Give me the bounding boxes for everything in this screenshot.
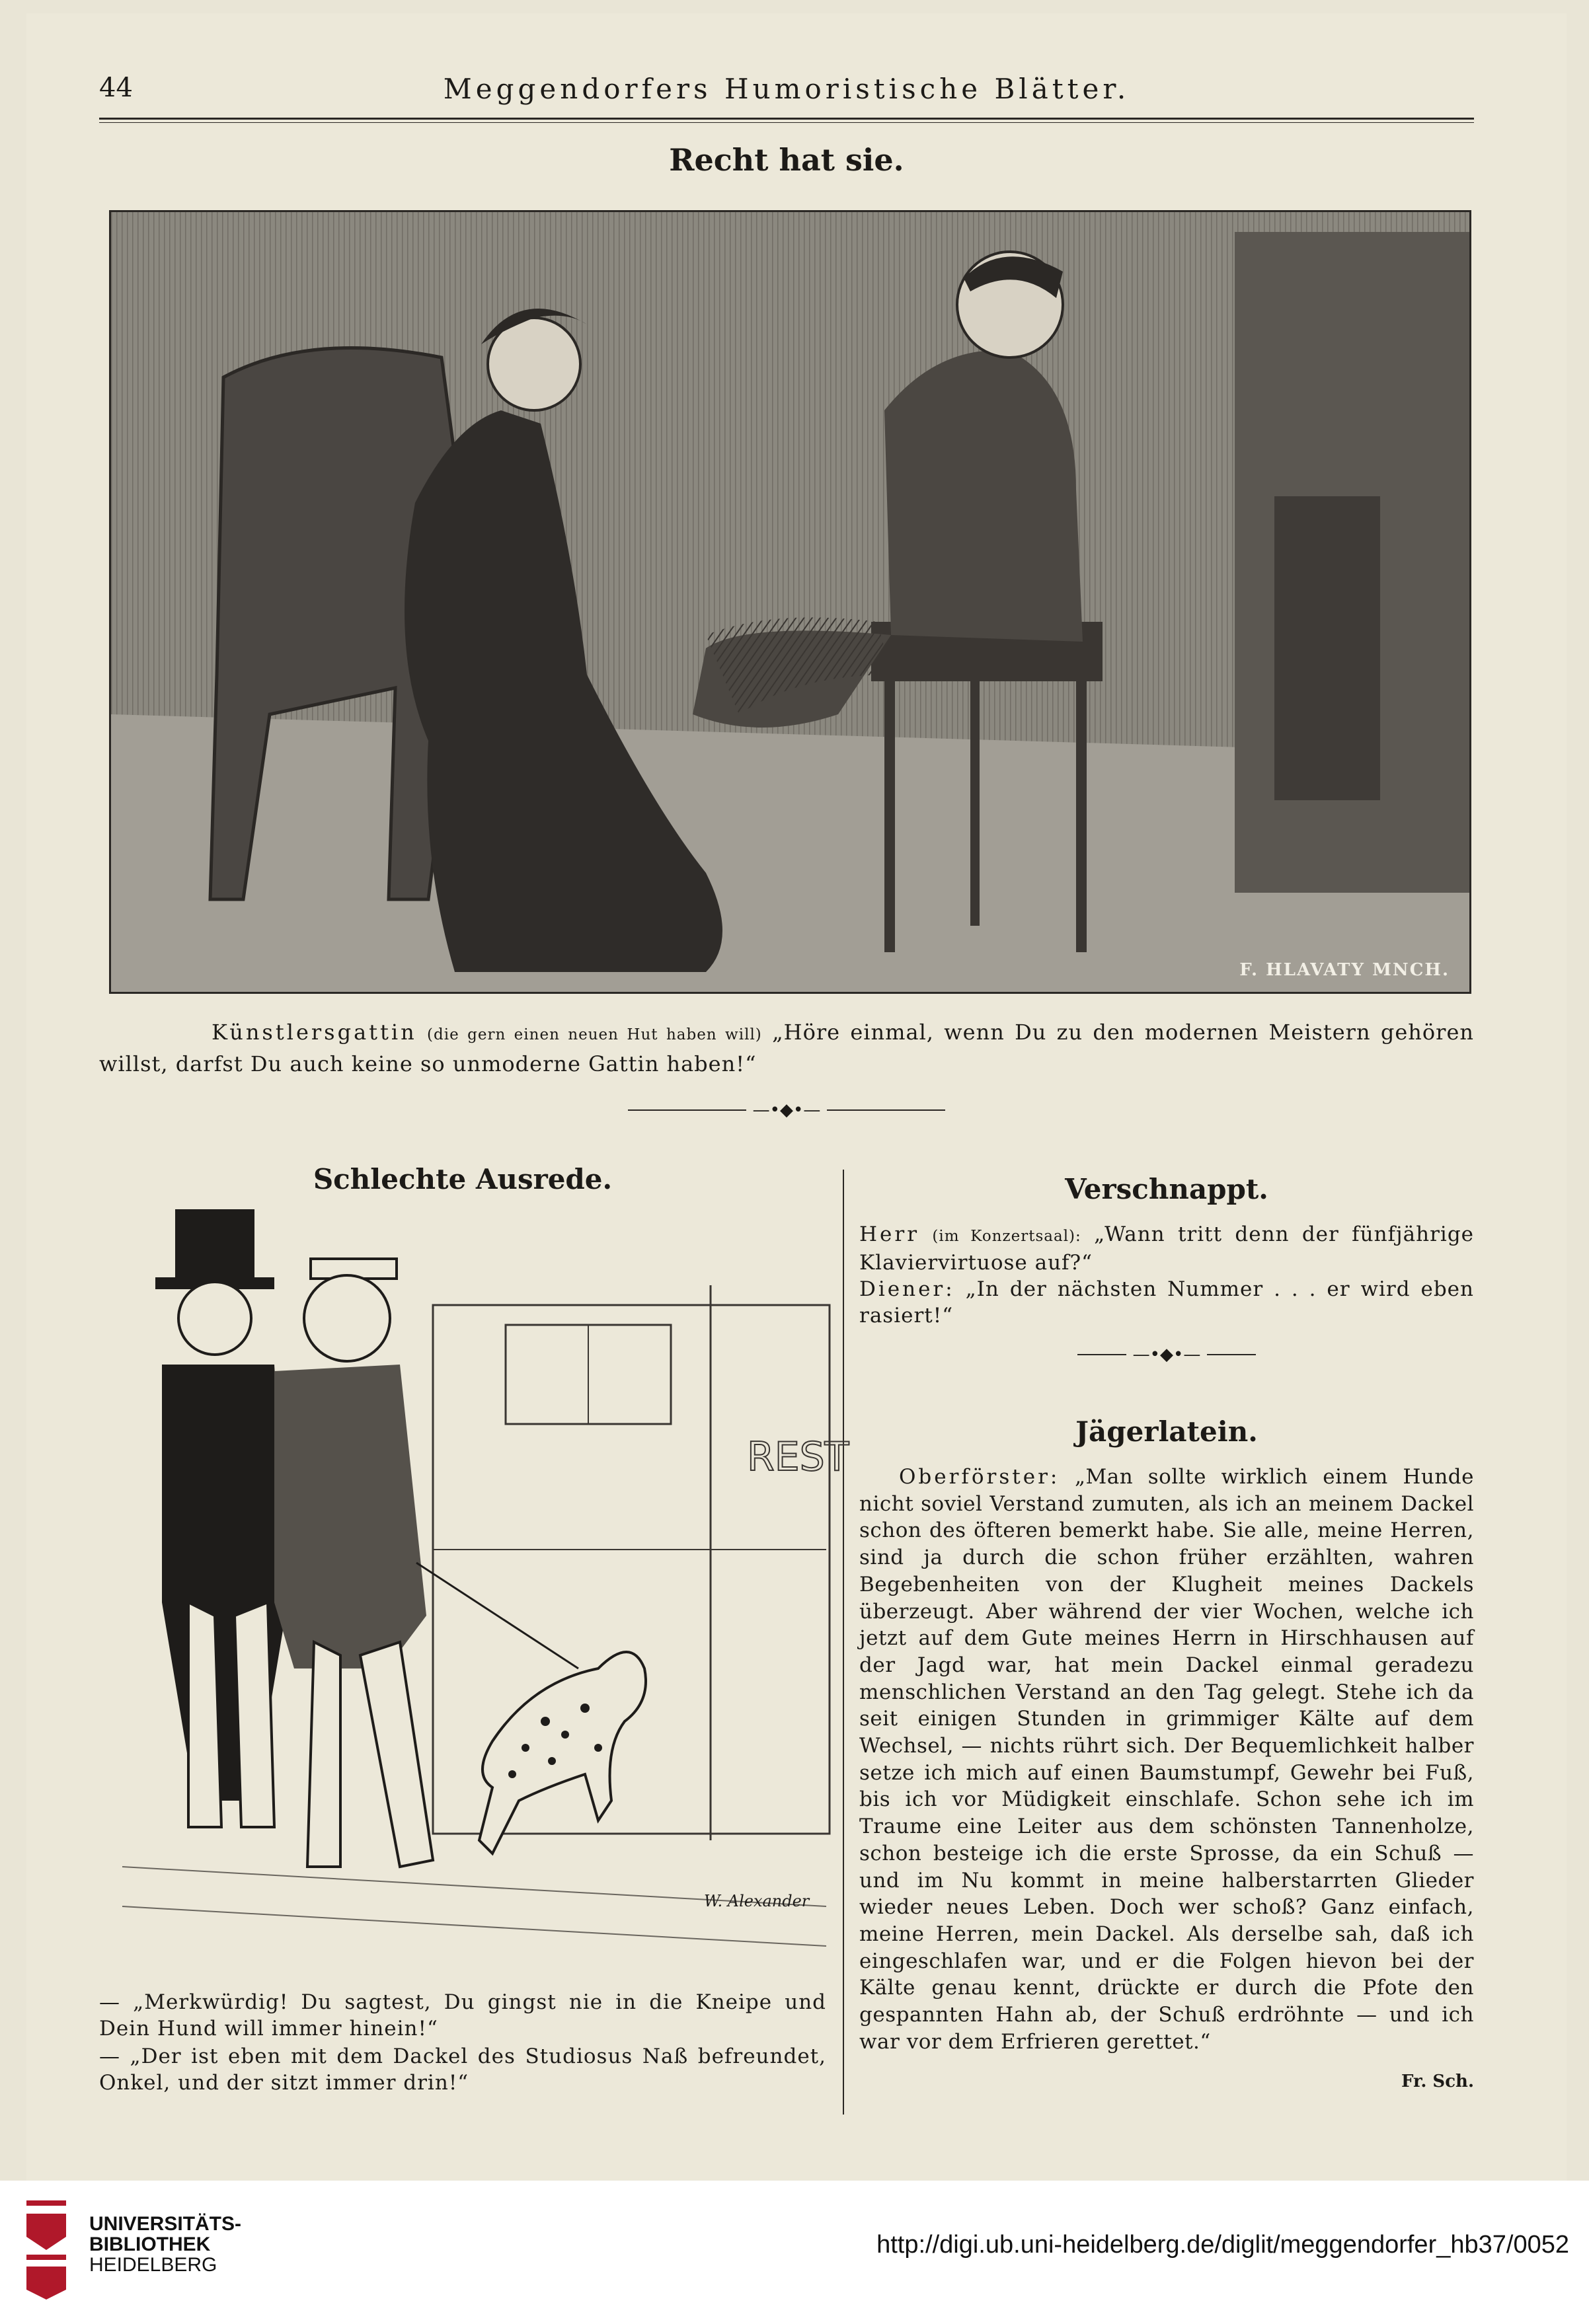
caption-speaker: Künstlersgattin (212, 1020, 417, 1045)
dialogue-line-1: — „Merkwürdig! Du sagtest, Du gingst nie in die Kneipe und Dein Hund will immer hinein!“ (99, 1990, 826, 2041)
illustration-artist-couple (109, 210, 1471, 994)
couple-drawing (111, 212, 1469, 992)
university-library-logo-icon (20, 2200, 73, 2300)
article-title-jaegerlatein: Jägerlatein. (1075, 1415, 1258, 1448)
library-name (89, 2214, 241, 2275)
dialogue-diener (859, 1276, 1474, 1329)
source-url-link[interactable]: http://digi.ub.uni-heidelberg.de/diglit/meggendorfer_hb37/0052 (876, 2231, 1569, 2259)
rest-sign: REST (747, 1434, 849, 1480)
library-name-line-1: UNIVERSITÄTS- (89, 2213, 242, 2235)
running-head: Meggendorfers Humoristische Blätter. (443, 73, 1130, 105)
article-text-verschnappt (859, 1221, 1474, 1329)
column-divider (843, 1170, 844, 2115)
stage-direction-konzertsaal: (im Konzertsaal): (932, 1228, 1081, 1245)
speaker-diener: Diener: (859, 1277, 955, 1301)
artist-signature-dog: W. Alexander (704, 1892, 810, 1910)
digitization-footer (0, 2181, 1589, 2324)
illustration-gentlemen-with-dog (122, 1206, 849, 1986)
ornament-divider-1 (628, 1097, 945, 1123)
artist-signature-hlavaty: F. HLAVATY MNCH. (1239, 960, 1450, 980)
speaker-oberfoerster: Oberförster: (899, 1465, 1060, 1489)
article-title-verschnappt: Verschnappt. (1065, 1173, 1268, 1205)
article-text-jaegerlatein (859, 1464, 1474, 2055)
header-rule-thin (99, 122, 1474, 123)
caption-stage-direction: (die gern einen neuen Hut haben will) (427, 1026, 762, 1043)
illustration-caption-schlechte-ausrede (99, 1989, 826, 2097)
dialogue-herr (859, 1221, 1474, 1276)
library-name-line-2: BIBLIOTHEK (89, 2233, 211, 2255)
ornament-glyph: —•◆•— (752, 1100, 821, 1120)
author-signature: Fr. Sch. (1401, 2072, 1474, 2091)
speech-diener: „In der nächsten Nummer . . . er wird eben rasiert!“ (859, 1277, 1474, 1328)
dialogue-line-2: — „Der ist eben mit dem Dackel des Studiosus Naß befreundet, Onkel, und der sitzt immer drin!“ (99, 2044, 826, 2095)
ornament-divider-2 (1077, 1341, 1256, 1368)
page-number: 44 (99, 73, 133, 103)
story-text: „Man sollte wirklich einem Hunde nicht soviel Verstand zumuten, als ich an meinem Dackel schon des öfteren bemerkt habe. Sie alle, meine Herren, sind ja durch die schon früher erzählten, wahren Begebenheiten von der Klugheit meines Dackels überzeugt. Aber während der vier Wochen, welche ich jetzt auf dem Gute meines Herrn in Hirschhausen auf der Jagd war, hat mein Dackel einmal geradezu menschlichen Verstand an den Tag gelegt. Stehe ich da seit einigen Stunden in grimmiger Kälte auf dem Wechsel, — nichts rührt sich. Der Bequemlichkeit halber setze ich mich auf einen Baumstumpf, Gewehr bei Fuß, bis ich vor Müdigkeit einschlafe. Schon sehe ich im Traume eine Leiter aus dem schönsten Tannenholze, schon besteige ich die erste Sprosse, da ein Schuß — und im Nu kommt in meine halberstarrten Glieder wieder neues Leben. Doch wer schoß? Ganz einfach, meine Herren, mein Dackel. Als derselbe sah, daß ich eingeschlafen war, und er die Folgen hievon bei der Kälte genau kennt, drückte er durch die Pfote den gespannten Hahn ab, der Schuß erdröhnte — und ich war vor dem Erfrieren gerettet.“ (859, 1465, 1475, 2054)
ornament-glyph: —•◆•— (1132, 1345, 1201, 1365)
gentlemen-dog-drawing (122, 1206, 849, 1986)
caption-speech: „Höre einmal, wenn Du zu den modernen Meistern gehören willst, darfst Du auch keine so unmoderne Gattin haben!“ (99, 1020, 1475, 1076)
article-title-recht-hat-sie: Recht hat sie. (669, 142, 904, 178)
page-header (99, 73, 1474, 112)
speaker-herr: Herr (859, 1222, 920, 1246)
illustration-caption-recht (99, 1018, 1474, 1078)
library-name-line-3: HEIDELBERG (89, 2254, 217, 2276)
header-rule (99, 118, 1474, 120)
article-title-schlechte-ausrede: Schlechte Ausrede. (313, 1163, 613, 1195)
speech-herr: „Wann tritt denn der fünfjährige Klaviervirtuose auf?“ (859, 1222, 1475, 1275)
